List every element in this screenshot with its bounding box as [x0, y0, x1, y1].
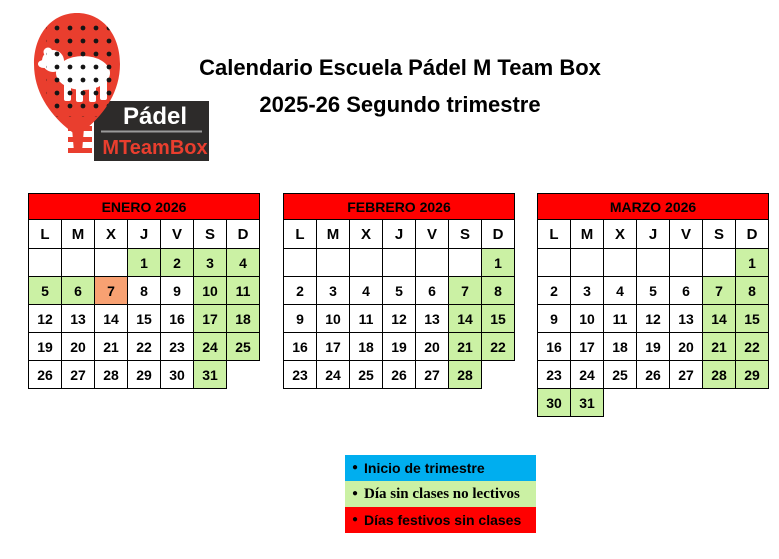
day-cell: 1 [128, 249, 161, 277]
day-cell: 11 [604, 305, 637, 333]
day-cell: 9 [538, 305, 571, 333]
day-cell: 27 [416, 361, 449, 389]
month-title: ENERO 2026 [29, 194, 260, 220]
day-cell: 23 [161, 333, 194, 361]
day-of-week-header: D [227, 220, 260, 249]
day-cell [383, 249, 416, 277]
calendar-enero-2026 [28, 193, 260, 389]
day-cell: 7 [449, 277, 482, 305]
day-cell: 31 [571, 389, 604, 417]
day-cell [284, 249, 317, 277]
day-cell: 12 [383, 305, 416, 333]
page-title-line2: 2025-26 Segundo trimestre [259, 92, 541, 117]
day-cell: 14 [95, 305, 128, 333]
day-of-week-header: D [736, 220, 769, 249]
day-cell: 4 [604, 277, 637, 305]
day-cell [350, 249, 383, 277]
legend-item [345, 507, 536, 533]
day-cell: 7 [95, 277, 128, 305]
day-cell: 24 [571, 361, 604, 389]
day-of-week-header: M [571, 220, 604, 249]
logo-brand-top-text: Pádel [122, 103, 188, 130]
day-cell [29, 249, 62, 277]
day-cell: 16 [161, 305, 194, 333]
calendar-febrero-2026 [283, 193, 515, 389]
legend-item [345, 481, 536, 507]
day-cell [703, 249, 736, 277]
day-of-week-header: S [703, 220, 736, 249]
day-cell: 30 [161, 361, 194, 389]
calendar-table [28, 193, 260, 389]
day-cell: 14 [703, 305, 736, 333]
day-cell [637, 249, 670, 277]
day-of-week-header: V [416, 220, 449, 249]
day-cell [538, 249, 571, 277]
empty-space [227, 361, 260, 389]
day-cell: 3 [571, 277, 604, 305]
day-cell: 3 [317, 277, 350, 305]
day-cell: 5 [383, 277, 416, 305]
logo-divider [101, 131, 202, 133]
day-cell: 26 [637, 361, 670, 389]
day-cell: 21 [703, 333, 736, 361]
day-cell: 28 [703, 361, 736, 389]
day-cell: 10 [194, 277, 227, 305]
day-cell: 16 [538, 333, 571, 361]
day-cell: 18 [604, 333, 637, 361]
page-title-line1: Calendario Escuela Pádel M Team Box [199, 55, 601, 80]
day-cell: 20 [670, 333, 703, 361]
day-cell: 1 [736, 249, 769, 277]
day-of-week-header: J [637, 220, 670, 249]
day-cell: 21 [449, 333, 482, 361]
day-cell: 26 [29, 361, 62, 389]
day-cell: 8 [128, 277, 161, 305]
day-cell: 12 [637, 305, 670, 333]
day-cell: 23 [284, 361, 317, 389]
day-cell: 29 [128, 361, 161, 389]
day-cell: 9 [284, 305, 317, 333]
day-cell: 2 [284, 277, 317, 305]
day-cell: 20 [62, 333, 95, 361]
day-cell: 15 [736, 305, 769, 333]
day-cell [571, 249, 604, 277]
day-cell: 2 [161, 249, 194, 277]
empty-space [736, 389, 769, 417]
day-cell: 22 [482, 333, 515, 361]
day-cell: 18 [350, 333, 383, 361]
day-cell: 27 [62, 361, 95, 389]
day-cell: 25 [227, 333, 260, 361]
day-cell: 8 [736, 277, 769, 305]
day-of-week-header: L [538, 220, 571, 249]
day-of-week-header: X [95, 220, 128, 249]
day-cell: 22 [736, 333, 769, 361]
day-cell: 28 [449, 361, 482, 389]
day-cell [449, 249, 482, 277]
day-cell: 30 [538, 389, 571, 417]
day-cell: 19 [383, 333, 416, 361]
day-cell [317, 249, 350, 277]
day-of-week-header: J [383, 220, 416, 249]
empty-space [604, 389, 637, 417]
day-of-week-header: M [317, 220, 350, 249]
day-cell: 31 [194, 361, 227, 389]
day-cell: 5 [637, 277, 670, 305]
calendar-table [537, 193, 769, 417]
day-cell: 17 [571, 333, 604, 361]
day-cell [670, 249, 703, 277]
day-cell: 15 [482, 305, 515, 333]
day-cell: 4 [350, 277, 383, 305]
day-cell: 19 [637, 333, 670, 361]
bullet-icon: ● [352, 514, 359, 525]
day-cell: 19 [29, 333, 62, 361]
day-cell [604, 249, 637, 277]
empty-space [637, 389, 670, 417]
day-cell: 17 [194, 305, 227, 333]
day-cell: 14 [449, 305, 482, 333]
day-of-week-header: S [194, 220, 227, 249]
day-cell: 26 [383, 361, 416, 389]
month-title: FEBRERO 2026 [284, 194, 515, 220]
legend-item [345, 455, 536, 481]
day-cell: 25 [350, 361, 383, 389]
day-cell: 28 [95, 361, 128, 389]
day-of-week-header: J [128, 220, 161, 249]
day-cell: 11 [227, 277, 260, 305]
day-cell: 1 [482, 249, 515, 277]
day-cell: 17 [317, 333, 350, 361]
empty-space [670, 389, 703, 417]
bullet-icon: ● [352, 462, 359, 473]
day-cell [95, 249, 128, 277]
day-cell: 10 [571, 305, 604, 333]
day-cell: 6 [62, 277, 95, 305]
day-cell: 12 [29, 305, 62, 333]
calendar-table [283, 193, 515, 389]
dot-pattern [46, 23, 112, 117]
day-cell: 9 [161, 277, 194, 305]
day-cell [62, 249, 95, 277]
day-of-week-header: M [62, 220, 95, 249]
day-cell: 3 [194, 249, 227, 277]
day-cell: 13 [416, 305, 449, 333]
day-cell: 18 [227, 305, 260, 333]
day-of-week-header: X [350, 220, 383, 249]
day-cell: 21 [95, 333, 128, 361]
bullet-icon: ● [352, 488, 359, 499]
legend-label: Inicio de trimestre [364, 460, 485, 476]
day-of-week-header: S [449, 220, 482, 249]
day-cell: 13 [62, 305, 95, 333]
empty-space [482, 361, 515, 389]
legend-label: Día sin clases no lectivos [364, 485, 520, 502]
day-cell: 2 [538, 277, 571, 305]
empty-space [703, 389, 736, 417]
day-cell: 24 [317, 361, 350, 389]
day-cell: 7 [703, 277, 736, 305]
page-title [110, 49, 690, 123]
day-cell: 27 [670, 361, 703, 389]
day-of-week-header: L [284, 220, 317, 249]
day-cell: 22 [128, 333, 161, 361]
month-title: MARZO 2026 [538, 194, 769, 220]
day-cell: 16 [284, 333, 317, 361]
day-cell: 25 [604, 361, 637, 389]
logo-brand-bottom-text: MTeamBox [102, 137, 208, 159]
day-cell: 6 [416, 277, 449, 305]
day-cell [416, 249, 449, 277]
day-cell: 13 [670, 305, 703, 333]
day-of-week-header: D [482, 220, 515, 249]
day-cell: 24 [194, 333, 227, 361]
day-cell: 29 [736, 361, 769, 389]
day-cell: 8 [482, 277, 515, 305]
legend [345, 455, 536, 533]
day-cell: 5 [29, 277, 62, 305]
day-of-week-header: V [670, 220, 703, 249]
day-of-week-header: V [161, 220, 194, 249]
day-of-week-header: X [604, 220, 637, 249]
day-cell: 6 [670, 277, 703, 305]
day-cell: 10 [317, 305, 350, 333]
calendar-marzo-2026 [537, 193, 769, 417]
day-cell: 11 [350, 305, 383, 333]
day-cell: 4 [227, 249, 260, 277]
day-of-week-header: L [29, 220, 62, 249]
legend-label: Días festivos sin clases [364, 512, 522, 528]
day-cell: 23 [538, 361, 571, 389]
day-cell: 15 [128, 305, 161, 333]
day-cell: 20 [416, 333, 449, 361]
